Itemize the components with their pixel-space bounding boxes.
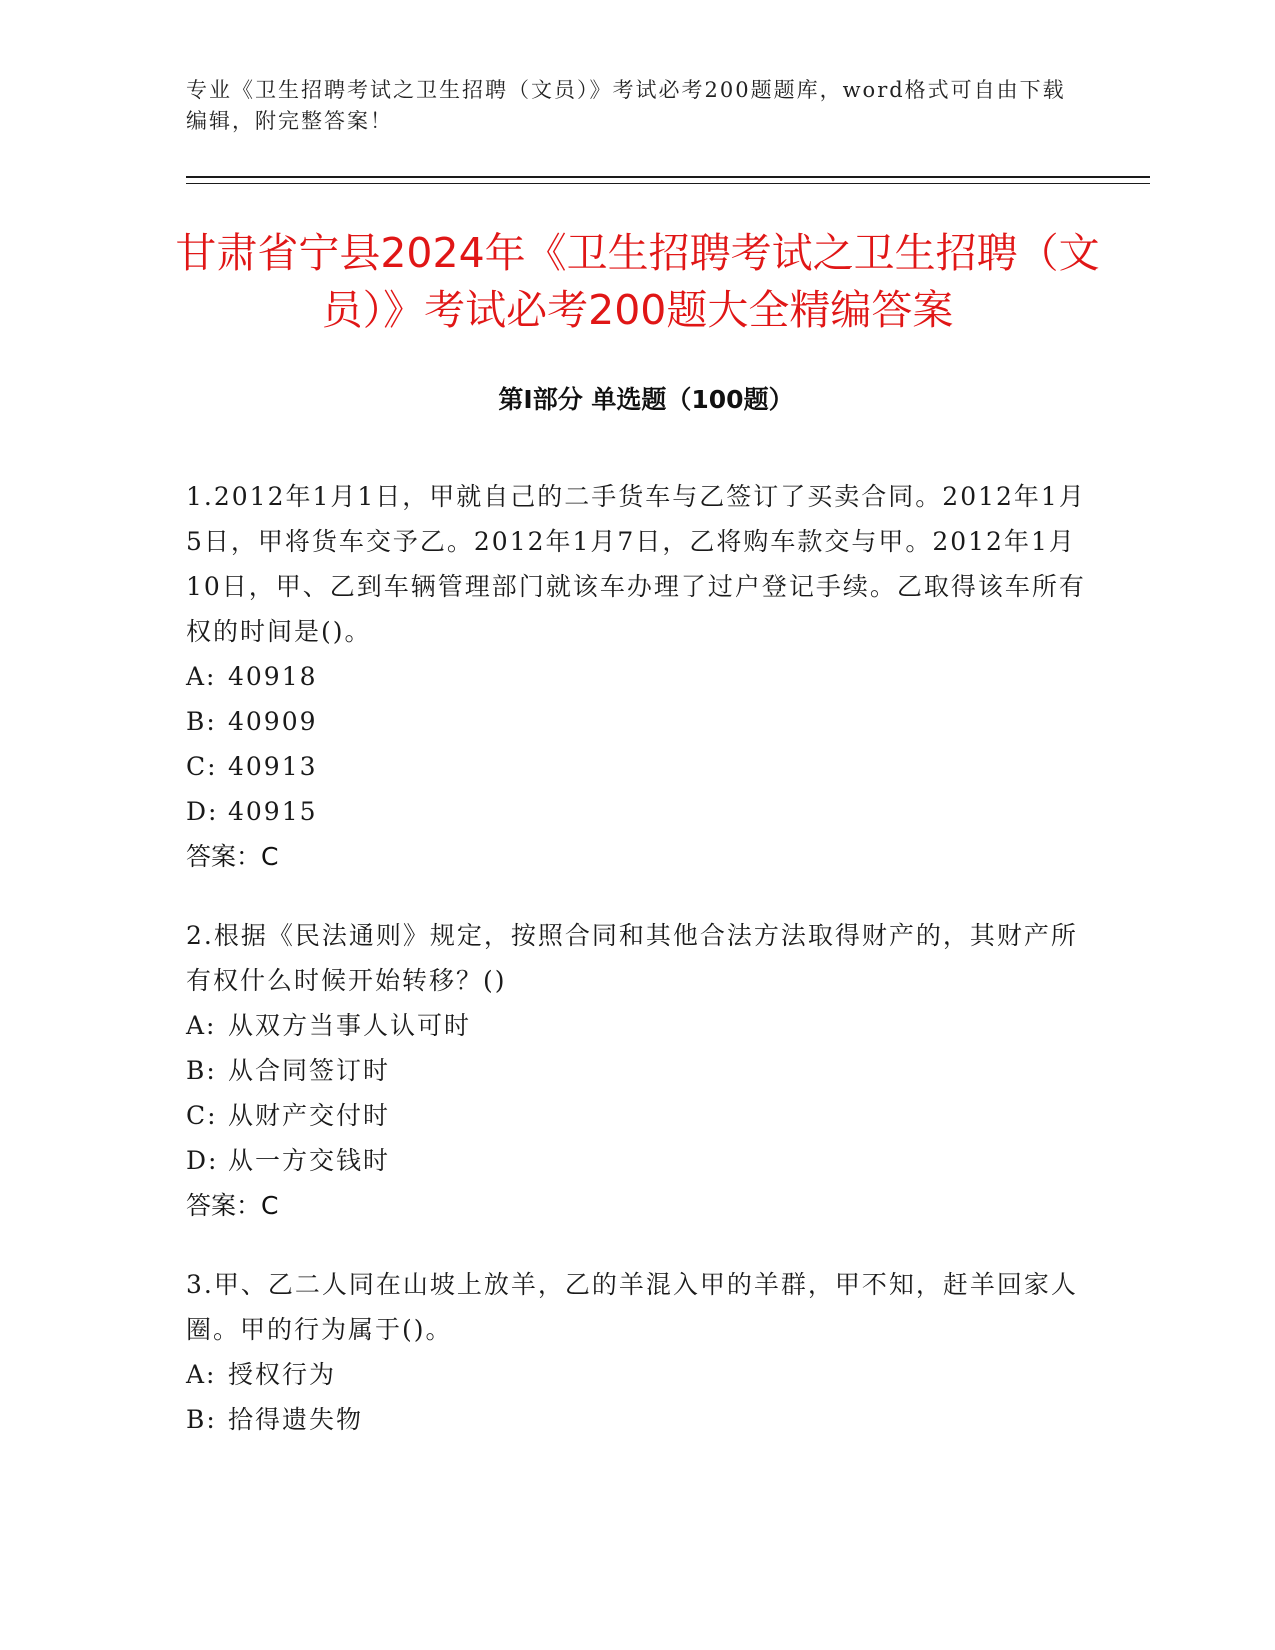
- header-note: 专业《卫生招聘考试之卫生招聘（文员）》考试必考200题题库，word格式可自由下载编辑，附完整答案！: [186, 78, 1066, 133]
- question-text: 3.甲、乙二人同在山坡上放羊，乙的羊混入甲的羊群，甲不知，赶羊回家人圈。甲的行为属于()。: [186, 1270, 1078, 1344]
- question-2: [186, 913, 1086, 1228]
- option-text: 从双方当事人认可时: [228, 1011, 472, 1040]
- option-text: 40909: [228, 707, 318, 736]
- option-key: A:: [186, 662, 217, 691]
- option-d: [186, 789, 1086, 834]
- option-key: C:: [186, 1101, 218, 1130]
- option-b: [186, 1048, 1086, 1093]
- option-b: [186, 699, 1086, 744]
- option-a: [186, 654, 1086, 699]
- question-3: [186, 1262, 1086, 1442]
- option-text: 从一方交钱时: [228, 1146, 391, 1175]
- header-divider-thin: [186, 183, 1150, 184]
- option-text: 从财产交付时: [228, 1101, 391, 1130]
- option-key: A:: [186, 1360, 217, 1389]
- option-text: 从合同签订时: [228, 1056, 391, 1085]
- document-title: 甘肃省宁县2024年《卫生招聘考试之卫生招聘（文员）》考试必考200题大全精编答案: [175, 229, 1100, 334]
- option-key: B:: [186, 1056, 217, 1085]
- option-text: 授权行为: [228, 1360, 337, 1389]
- question-text: 2.根据《民法通则》规定，按照合同和其他合法方法取得财产的，其财产所有权什么时候开始转移？(): [186, 921, 1078, 995]
- option-a: [186, 1003, 1086, 1048]
- option-c: [186, 744, 1086, 789]
- question-1: [186, 474, 1086, 879]
- question-list: [186, 474, 1086, 1476]
- section-heading: 第Ⅰ部分 单选题（100题）: [498, 385, 794, 414]
- option-key: B:: [186, 707, 217, 736]
- header-divider-thick: [186, 176, 1150, 178]
- option-b: [186, 1397, 1086, 1442]
- question-text: 1.2012年1月1日，甲就自己的二手货车与乙签订了买卖合同。2012年1月5日，甲将货车交予乙。2012年1月7日，乙将购车款交与甲。2012年1月10日，甲、乙到车辆管理部门就该车办理了过户登记手续。乙取得该车所有权的时间是()。: [186, 482, 1086, 646]
- option-key: D:: [186, 1146, 219, 1175]
- option-key: B:: [186, 1405, 217, 1434]
- option-key: D:: [186, 797, 219, 826]
- answer: 答案：C: [186, 1191, 279, 1220]
- option-text: 拾得遗失物: [228, 1405, 364, 1434]
- option-d: [186, 1138, 1086, 1183]
- option-a: [186, 1352, 1086, 1397]
- option-c: [186, 1093, 1086, 1138]
- answer: 答案：C: [186, 842, 279, 871]
- option-key: A:: [186, 1011, 217, 1040]
- option-key: C:: [186, 752, 218, 781]
- option-text: 40918: [228, 662, 318, 691]
- option-text: 40915: [228, 797, 318, 826]
- option-text: 40913: [228, 752, 318, 781]
